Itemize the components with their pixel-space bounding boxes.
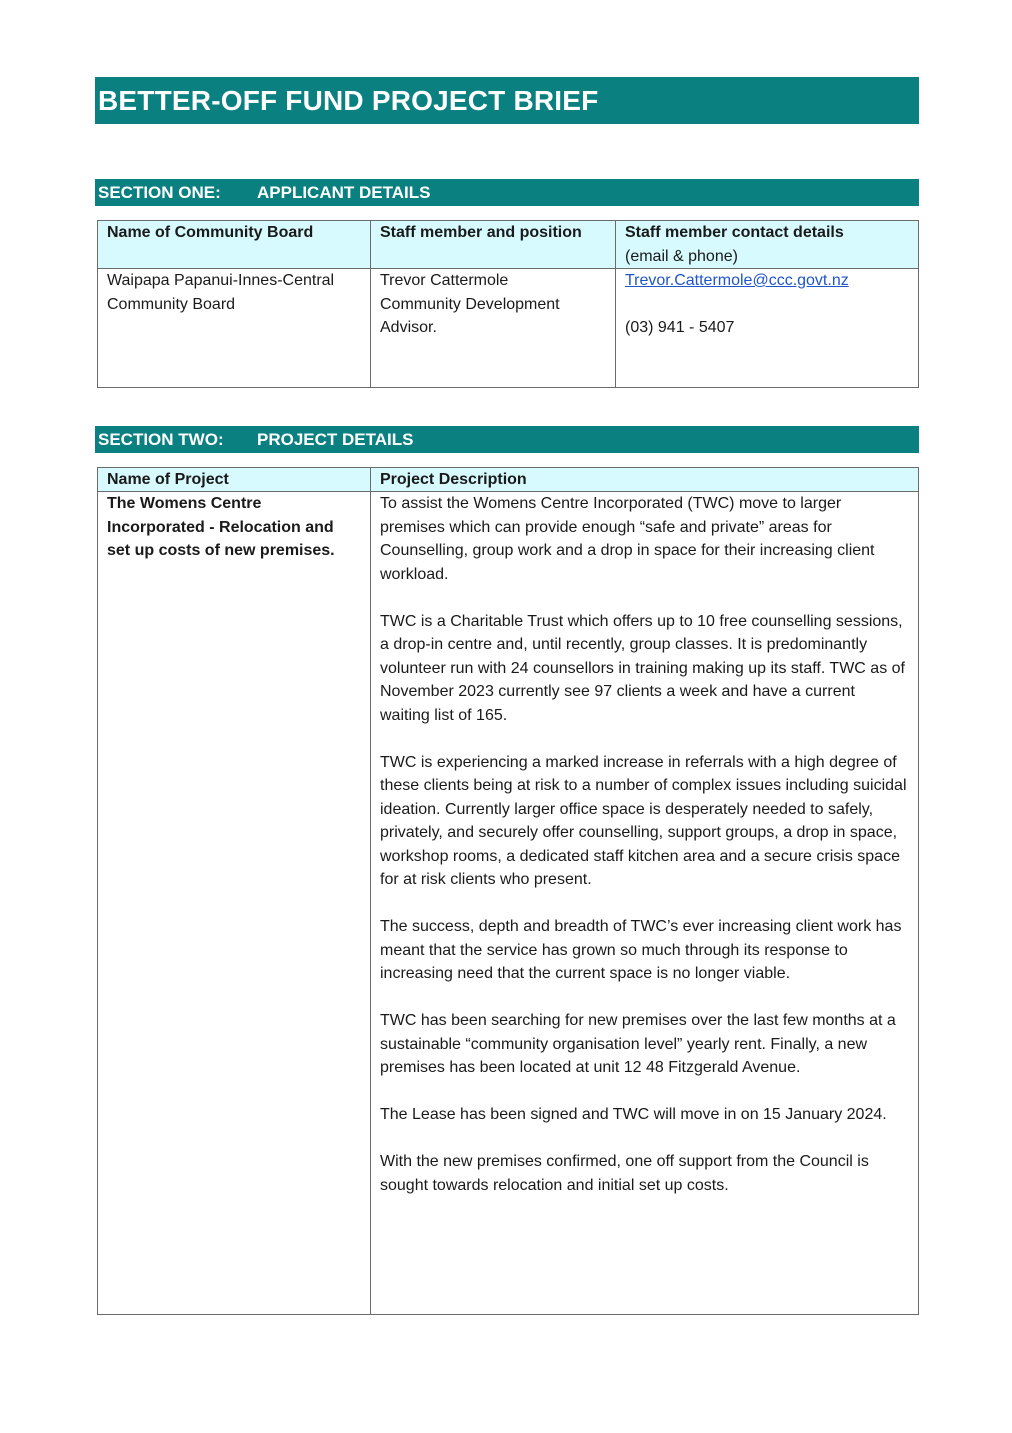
staff-member-cell: [371, 269, 616, 388]
section-one-header: [95, 179, 919, 206]
project-name-cell: The Womens Centre Incorporated - Relocation and set up costs of new premises.: [98, 492, 371, 1315]
section-two-name: PROJECT DETAILS: [257, 430, 414, 449]
page-title: BETTER-OFF FUND PROJECT BRIEF: [95, 77, 919, 124]
phone-number: (03) 941 - 5407: [625, 319, 735, 336]
header-contact-subtitle: (email & phone): [625, 247, 738, 265]
applicant-details-table: [97, 220, 919, 388]
section-two-number: SECTION TWO:: [98, 430, 224, 449]
project-description-cell: [371, 492, 919, 1315]
project-details-table: [97, 467, 919, 1315]
description-paragraph: The Lease has been signed and TWC will move in on 15 January 2024.: [380, 1106, 887, 1123]
table-header-row: [98, 221, 919, 269]
staff-position: Community Development Advisor.: [380, 295, 560, 336]
header-project-name: Name of Project: [98, 468, 371, 492]
email-link[interactable]: Trevor.Cattermole@ccc.govt.nz: [625, 272, 849, 289]
table-row: [98, 269, 919, 388]
description-paragraph: TWC is experiencing a marked increase in referrals with a high degree of these clients being at risk to a number of complex issues including suicidal ideation. Currently larger office space is desperately needed to safely, privately, and securely offer counselling, support groups, a drop in space, workshop rooms, a dedicated staff kitchen area and a secure crisis space for at risk clients who present.: [380, 753, 907, 888]
description-paragraph: The success, depth and breadth of TWC’s ever increasing client work has meant that the service has grown so much through its response to increasing need that the current space is no longer viable.: [380, 918, 902, 982]
table-header-row: [98, 468, 919, 492]
staff-name: Trevor Cattermole: [380, 272, 509, 289]
contact-details-cell: [616, 269, 919, 388]
community-board-cell: Waipapa Papanui-Innes-Central Community Board: [98, 269, 371, 388]
section-one-number: SECTION ONE:: [98, 183, 221, 202]
section-two-header: [95, 426, 919, 453]
table-row: [98, 492, 919, 1315]
header-staff-member: Staff member and position: [371, 221, 616, 269]
section-one-name: APPLICANT DETAILS: [257, 183, 431, 202]
description-paragraph: With the new premises confirmed, one off support from the Council is sought towards relocation and initial set up costs.: [380, 1153, 869, 1194]
description-paragraph: TWC is a Charitable Trust which offers up to 10 free counselling sessions, a drop-in centre and, until recently, group classes. It is predominantly volunteer run with 24 counsellors in training making up its staff. TWC as of November 2023 currently see 97 clients a week and have a current waiting list of 165.: [380, 612, 905, 724]
description-paragraph: To assist the Womens Centre Incorporated (TWC) move to larger premises which can provide enough “safe and private” areas for Counselling, group work and a drop in space for their increasing client workload.: [380, 495, 875, 583]
header-project-description: Project Description: [371, 468, 919, 492]
header-community-board: Name of Community Board: [98, 221, 371, 269]
header-contact-details: Staff member contact details (email & phone): [616, 221, 919, 269]
description-paragraph: TWC has been searching for new premises over the last few months at a sustainable “community organisation level” yearly rent. Finally, a new premises has been located at unit 12 48 Fitzgerald Avenue.: [380, 1012, 896, 1076]
